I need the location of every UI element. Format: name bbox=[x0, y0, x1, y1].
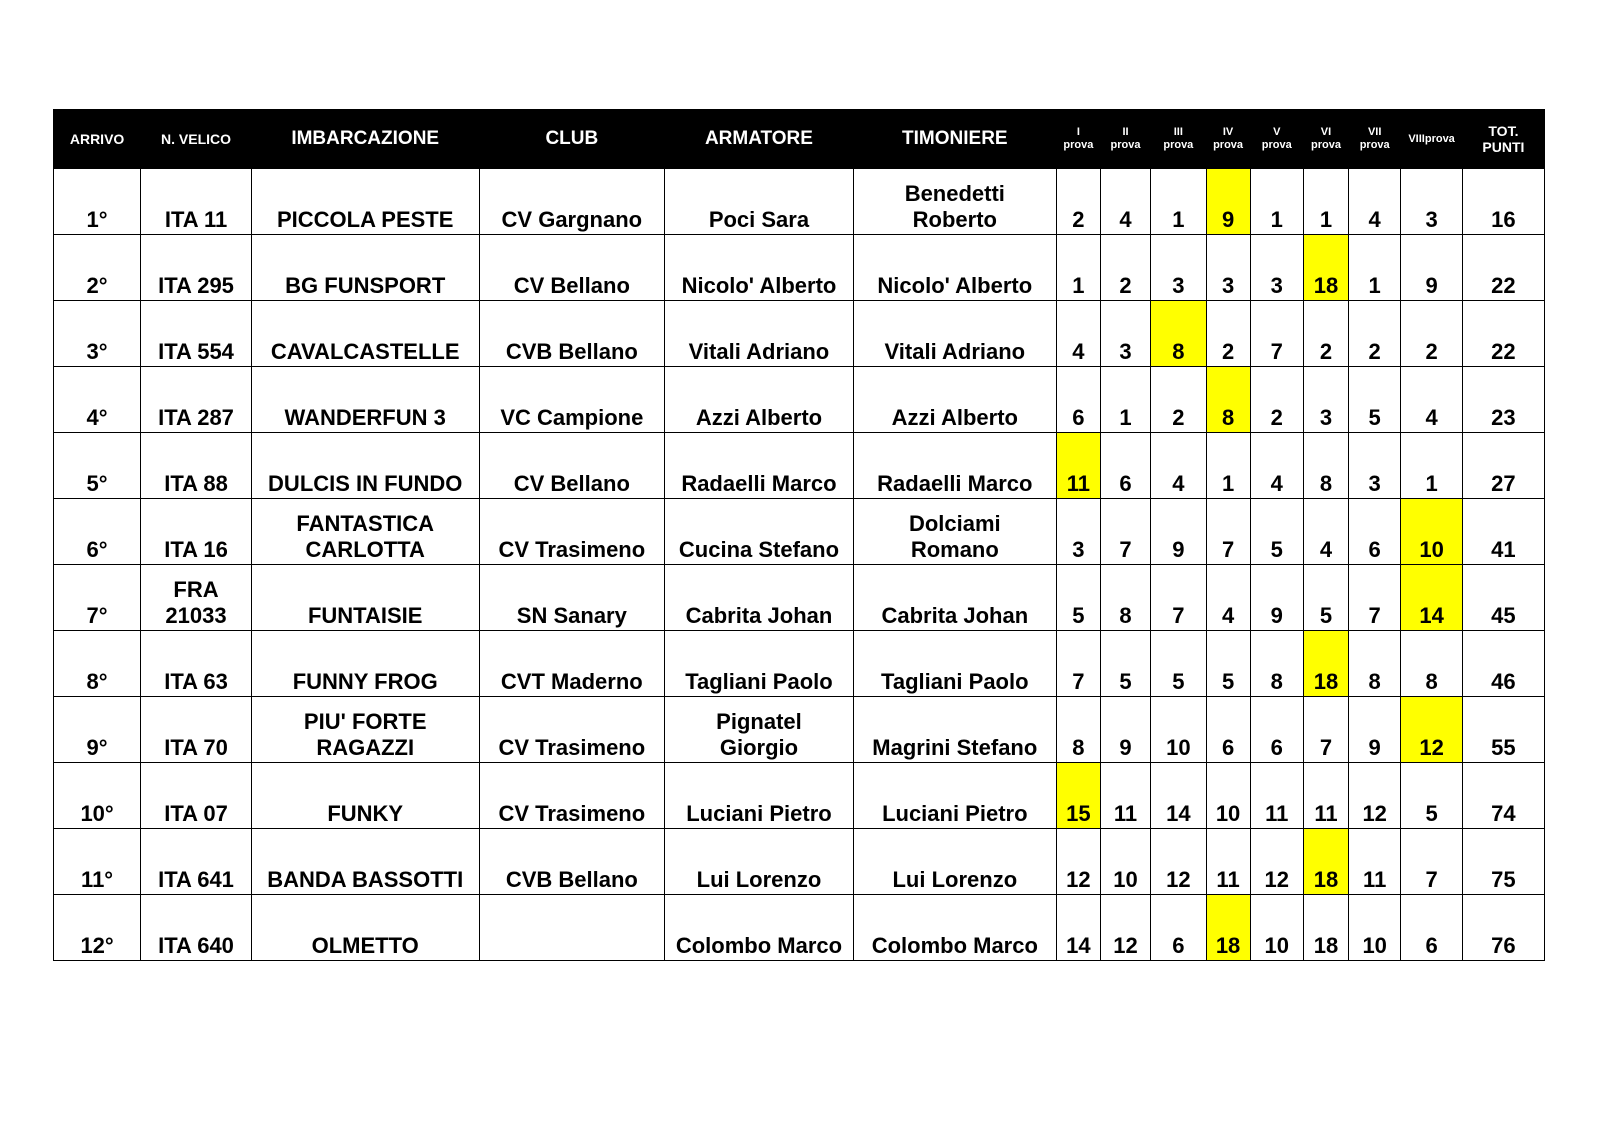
race-score-cell: 10 bbox=[1250, 895, 1303, 961]
arrivo-cell: 11° bbox=[54, 829, 141, 895]
cell-line: FANTASTICA bbox=[296, 511, 435, 536]
header-prova-label: IV bbox=[1222, 126, 1234, 139]
cell-line: Magrini Stefano bbox=[872, 735, 1038, 760]
header-tot-label: TOT. bbox=[1488, 122, 1519, 139]
arrivo-cell: 7° bbox=[54, 565, 141, 631]
discarded-score-cell: 14 bbox=[1401, 565, 1463, 631]
cell-line: ITA 88 bbox=[164, 471, 228, 496]
helmsman-cell bbox=[853, 499, 1056, 565]
helmsman-cell bbox=[853, 301, 1056, 367]
sail-number-cell bbox=[141, 235, 252, 301]
arrivo-cell: 6° bbox=[54, 499, 141, 565]
header-prova-label: prova bbox=[1359, 139, 1390, 151]
cell-line: ITA 63 bbox=[164, 669, 228, 694]
helmsman-cell bbox=[853, 169, 1056, 235]
header-tot-label: PUNTI bbox=[1482, 139, 1525, 155]
club-cell: CVT Maderno bbox=[479, 631, 665, 697]
discarded-score-cell: 18 bbox=[1303, 631, 1348, 697]
header-prova-label: prova bbox=[1261, 139, 1292, 151]
cell-line: Roberto bbox=[912, 207, 997, 232]
owner-cell bbox=[665, 499, 854, 565]
boat-name-cell bbox=[251, 235, 479, 301]
race-score-cell: 2 bbox=[1100, 235, 1150, 301]
helmsman-cell bbox=[853, 565, 1056, 631]
cell-line: Vitali Adriano bbox=[688, 339, 830, 364]
club-cell: CVB Bellano bbox=[479, 829, 665, 895]
cell-line: ITA 641 bbox=[158, 867, 234, 892]
race-score-cell: 3 bbox=[1100, 301, 1150, 367]
race-score-cell: 14 bbox=[1151, 763, 1206, 829]
header-row bbox=[54, 110, 1545, 169]
race-score-cell: 12 bbox=[1100, 895, 1150, 961]
cell-line: ITA 295 bbox=[158, 273, 234, 298]
race-score-cell: 8 bbox=[1349, 631, 1401, 697]
race-score-cell: 4 bbox=[1401, 367, 1463, 433]
sail-number-cell bbox=[141, 697, 252, 763]
race-score-cell: 8 bbox=[1250, 631, 1303, 697]
sail-number-cell bbox=[141, 829, 252, 895]
cell-line: FUNKY bbox=[327, 801, 404, 826]
owner-cell bbox=[665, 367, 854, 433]
owner-cell bbox=[665, 763, 854, 829]
table-body bbox=[54, 169, 1545, 961]
race-score-cell: 1 bbox=[1151, 169, 1206, 235]
race-score-cell: 11 bbox=[1349, 829, 1401, 895]
cell-line: Colombo Marco bbox=[871, 933, 1038, 958]
helmsman-cell bbox=[853, 895, 1056, 961]
race-score-cell: 5 bbox=[1250, 499, 1303, 565]
arrivo-cell: 4° bbox=[54, 367, 141, 433]
header-prova-3 bbox=[1151, 110, 1206, 169]
cell-line: PIU' FORTE bbox=[303, 709, 427, 734]
cell-line: ITA 07 bbox=[164, 801, 228, 826]
boat-name-cell bbox=[251, 499, 479, 565]
owner-cell bbox=[665, 433, 854, 499]
race-score-cell: 7 bbox=[1349, 565, 1401, 631]
owner-cell bbox=[665, 169, 854, 235]
cell-line: DULCIS IN FUNDO bbox=[268, 471, 463, 496]
race-score-cell: 4 bbox=[1349, 169, 1401, 235]
discarded-score-cell: 15 bbox=[1056, 763, 1100, 829]
race-score-cell: 4 bbox=[1151, 433, 1206, 499]
race-score-cell: 6 bbox=[1151, 895, 1206, 961]
table-row bbox=[54, 829, 1545, 895]
header-prova-8 bbox=[1401, 110, 1463, 169]
cell-line: Tagliani Paolo bbox=[881, 669, 1029, 694]
race-score-cell: 7 bbox=[1250, 301, 1303, 367]
total-points-cell: 46 bbox=[1462, 631, 1544, 697]
race-score-cell: 1 bbox=[1303, 169, 1348, 235]
header-prova-label: V bbox=[1273, 126, 1281, 139]
race-score-cell: 1 bbox=[1056, 235, 1100, 301]
total-points-cell: 22 bbox=[1462, 235, 1544, 301]
race-score-cell: 10 bbox=[1151, 697, 1206, 763]
race-score-cell: 2 bbox=[1303, 301, 1348, 367]
race-score-cell: 3 bbox=[1206, 235, 1250, 301]
race-score-cell: 8 bbox=[1303, 433, 1348, 499]
boat-name-cell bbox=[251, 169, 479, 235]
race-score-cell: 10 bbox=[1349, 895, 1401, 961]
cell-line: ITA 287 bbox=[158, 405, 234, 430]
race-score-cell: 6 bbox=[1056, 367, 1100, 433]
discarded-score-cell: 8 bbox=[1151, 301, 1206, 367]
table-row bbox=[54, 301, 1545, 367]
race-score-cell: 7 bbox=[1056, 631, 1100, 697]
total-points-cell: 22 bbox=[1462, 301, 1544, 367]
sail-number-cell bbox=[141, 631, 252, 697]
arrivo-cell: 5° bbox=[54, 433, 141, 499]
table-row bbox=[54, 631, 1545, 697]
cell-line: Dolciami bbox=[908, 511, 1001, 536]
boat-name-cell bbox=[251, 301, 479, 367]
race-score-cell: 2 bbox=[1056, 169, 1100, 235]
header-prova-label: VIIIprova bbox=[1408, 132, 1455, 145]
race-score-cell: 4 bbox=[1056, 301, 1100, 367]
header-tot-punti bbox=[1462, 110, 1544, 169]
race-score-cell: 4 bbox=[1206, 565, 1250, 631]
cell-line: Lui Lorenzo bbox=[892, 867, 1018, 892]
race-score-cell: 5 bbox=[1349, 367, 1401, 433]
owner-cell bbox=[665, 829, 854, 895]
race-score-cell: 8 bbox=[1056, 697, 1100, 763]
race-score-cell: 9 bbox=[1100, 697, 1150, 763]
total-points-cell: 27 bbox=[1462, 433, 1544, 499]
cell-line: OLMETTO bbox=[311, 933, 419, 958]
header-prova-label: prova bbox=[1213, 139, 1244, 151]
helmsman-cell bbox=[853, 235, 1056, 301]
race-score-cell: 12 bbox=[1151, 829, 1206, 895]
cell-line: FUNTAISIE bbox=[307, 603, 423, 628]
cell-line: WANDERFUN 3 bbox=[284, 405, 446, 430]
boat-name-cell bbox=[251, 697, 479, 763]
race-score-cell: 12 bbox=[1349, 763, 1401, 829]
arrivo-cell: 10° bbox=[54, 763, 141, 829]
header-arrivo: ARRIVO bbox=[54, 110, 141, 169]
club-cell bbox=[479, 895, 665, 961]
race-score-cell: 9 bbox=[1151, 499, 1206, 565]
table-row bbox=[54, 169, 1545, 235]
race-score-cell: 5 bbox=[1303, 565, 1348, 631]
sail-number-cell bbox=[141, 169, 252, 235]
race-score-cell: 4 bbox=[1250, 433, 1303, 499]
discarded-score-cell: 18 bbox=[1206, 895, 1250, 961]
discarded-score-cell: 12 bbox=[1401, 697, 1463, 763]
cell-line: Radaelli Marco bbox=[681, 471, 837, 496]
race-score-cell: 10 bbox=[1100, 829, 1150, 895]
race-score-cell: 14 bbox=[1056, 895, 1100, 961]
table-row bbox=[54, 235, 1545, 301]
club-cell: VC Campione bbox=[479, 367, 665, 433]
header-prova-7 bbox=[1349, 110, 1401, 169]
helmsman-cell bbox=[853, 763, 1056, 829]
total-points-cell: 75 bbox=[1462, 829, 1544, 895]
total-points-cell: 23 bbox=[1462, 367, 1544, 433]
cell-line: Romano bbox=[910, 537, 999, 562]
race-score-cell: 11 bbox=[1206, 829, 1250, 895]
boat-name-cell bbox=[251, 433, 479, 499]
header-timoniere: TIMONIERE bbox=[853, 110, 1056, 169]
race-score-cell: 1 bbox=[1250, 169, 1303, 235]
cell-line: Azzi Alberto bbox=[891, 405, 1018, 430]
header-n-velico: N. VELICO bbox=[141, 110, 252, 169]
helmsman-cell bbox=[853, 433, 1056, 499]
cell-line: Cabrita Johan bbox=[685, 603, 833, 628]
owner-cell bbox=[665, 895, 854, 961]
race-score-cell: 3 bbox=[1056, 499, 1100, 565]
cell-line: CARLOTTA bbox=[305, 537, 425, 562]
race-score-cell: 8 bbox=[1401, 631, 1463, 697]
sail-number-cell bbox=[141, 301, 252, 367]
club-cell: CV Bellano bbox=[479, 433, 665, 499]
club-cell: CV Trasimeno bbox=[479, 697, 665, 763]
race-score-cell: 7 bbox=[1151, 565, 1206, 631]
helmsman-cell bbox=[853, 631, 1056, 697]
cell-line: Radaelli Marco bbox=[877, 471, 1033, 496]
race-score-cell: 3 bbox=[1303, 367, 1348, 433]
table-row bbox=[54, 499, 1545, 565]
race-score-cell: 3 bbox=[1250, 235, 1303, 301]
boat-name-cell bbox=[251, 829, 479, 895]
cell-line: ITA 640 bbox=[158, 933, 234, 958]
discarded-score-cell: 10 bbox=[1401, 499, 1463, 565]
race-score-cell: 6 bbox=[1100, 433, 1150, 499]
race-score-cell: 3 bbox=[1349, 433, 1401, 499]
arrivo-cell: 2° bbox=[54, 235, 141, 301]
header-prova-label: III bbox=[1173, 126, 1183, 139]
total-points-cell: 76 bbox=[1462, 895, 1544, 961]
boat-name-cell bbox=[251, 895, 479, 961]
owner-cell bbox=[665, 301, 854, 367]
sail-number-cell bbox=[141, 433, 252, 499]
cell-line: Giorgio bbox=[719, 735, 799, 760]
header-prova-label: I bbox=[1076, 126, 1080, 139]
header-prova-6 bbox=[1303, 110, 1348, 169]
owner-cell bbox=[665, 565, 854, 631]
race-score-cell: 5 bbox=[1206, 631, 1250, 697]
arrivo-cell: 9° bbox=[54, 697, 141, 763]
header-prova-label: prova bbox=[1063, 139, 1094, 151]
header-prova-2 bbox=[1100, 110, 1150, 169]
race-score-cell: 6 bbox=[1349, 499, 1401, 565]
discarded-score-cell: 9 bbox=[1206, 169, 1250, 235]
cell-line: FRA bbox=[173, 577, 219, 602]
sail-number-cell bbox=[141, 895, 252, 961]
race-score-cell: 18 bbox=[1303, 895, 1348, 961]
arrivo-cell: 8° bbox=[54, 631, 141, 697]
sail-number-cell bbox=[141, 565, 252, 631]
cell-line: BG FUNSPORT bbox=[285, 273, 446, 298]
header-club: CLUB bbox=[479, 110, 665, 169]
table-row bbox=[54, 367, 1545, 433]
cell-line: Cucina Stefano bbox=[678, 537, 840, 562]
header-prova-label: VII bbox=[1367, 126, 1382, 139]
boat-name-cell bbox=[251, 763, 479, 829]
race-score-cell: 2 bbox=[1401, 301, 1463, 367]
cell-line: ITA 554 bbox=[158, 339, 234, 364]
owner-cell bbox=[665, 235, 854, 301]
cell-line: Lui Lorenzo bbox=[696, 867, 822, 892]
owner-cell bbox=[665, 697, 854, 763]
club-cell: CV Bellano bbox=[479, 235, 665, 301]
sail-number-cell bbox=[141, 367, 252, 433]
table-row bbox=[54, 763, 1545, 829]
race-score-cell: 9 bbox=[1401, 235, 1463, 301]
cell-line: BANDA BASSOTTI bbox=[267, 867, 464, 892]
cell-line: Benedetti bbox=[904, 181, 1005, 206]
total-points-cell: 74 bbox=[1462, 763, 1544, 829]
race-score-cell: 3 bbox=[1151, 235, 1206, 301]
table-row bbox=[54, 895, 1545, 961]
sail-number-cell bbox=[141, 763, 252, 829]
cell-line: PICCOLA PESTE bbox=[276, 207, 454, 232]
helmsman-cell bbox=[853, 367, 1056, 433]
cell-line: 21033 bbox=[165, 603, 227, 628]
arrivo-cell: 3° bbox=[54, 301, 141, 367]
race-score-cell: 12 bbox=[1056, 829, 1100, 895]
helmsman-cell bbox=[853, 829, 1056, 895]
header-prova-1 bbox=[1056, 110, 1100, 169]
discarded-score-cell: 11 bbox=[1056, 433, 1100, 499]
race-score-cell: 7 bbox=[1100, 499, 1150, 565]
race-score-cell: 1 bbox=[1206, 433, 1250, 499]
header-prova-label: II bbox=[1122, 126, 1129, 139]
race-score-cell: 1 bbox=[1349, 235, 1401, 301]
race-score-cell: 7 bbox=[1303, 697, 1348, 763]
cell-line: Cabrita Johan bbox=[881, 603, 1029, 628]
race-score-cell: 11 bbox=[1100, 763, 1150, 829]
header-prova-4 bbox=[1206, 110, 1250, 169]
arrivo-cell: 12° bbox=[54, 895, 141, 961]
header-prova-label: VI bbox=[1320, 126, 1332, 139]
cell-line: ITA 11 bbox=[164, 207, 228, 232]
discarded-score-cell: 18 bbox=[1303, 829, 1348, 895]
cell-line: FUNNY FROG bbox=[292, 669, 438, 694]
race-score-cell: 10 bbox=[1206, 763, 1250, 829]
cell-line: Nicolo' Alberto bbox=[877, 273, 1033, 298]
race-score-cell: 7 bbox=[1206, 499, 1250, 565]
owner-cell bbox=[665, 631, 854, 697]
table-row bbox=[54, 565, 1545, 631]
table-header bbox=[54, 110, 1545, 169]
race-score-cell: 2 bbox=[1349, 301, 1401, 367]
boat-name-cell bbox=[251, 631, 479, 697]
boat-name-cell bbox=[251, 565, 479, 631]
club-cell: CV Gargnano bbox=[479, 169, 665, 235]
cell-line: CAVALCASTELLE bbox=[270, 339, 460, 364]
race-score-cell: 9 bbox=[1349, 697, 1401, 763]
total-points-cell: 41 bbox=[1462, 499, 1544, 565]
cell-line: Nicolo' Alberto bbox=[681, 273, 837, 298]
helmsman-cell bbox=[853, 697, 1056, 763]
table-row bbox=[54, 697, 1545, 763]
club-cell: SN Sanary bbox=[479, 565, 665, 631]
race-score-cell: 6 bbox=[1401, 895, 1463, 961]
race-score-cell: 2 bbox=[1206, 301, 1250, 367]
cell-line: Vitali Adriano bbox=[884, 339, 1026, 364]
race-score-cell: 2 bbox=[1151, 367, 1206, 433]
race-score-cell: 5 bbox=[1151, 631, 1206, 697]
cell-line: Colombo Marco bbox=[675, 933, 843, 958]
header-armatore: ARMATORE bbox=[665, 110, 854, 169]
header-prova-5 bbox=[1250, 110, 1303, 169]
cell-line: ITA 70 bbox=[164, 735, 228, 760]
race-score-cell: 11 bbox=[1250, 763, 1303, 829]
total-points-cell: 55 bbox=[1462, 697, 1544, 763]
race-score-cell: 5 bbox=[1056, 565, 1100, 631]
total-points-cell: 45 bbox=[1462, 565, 1544, 631]
header-prova-label: prova bbox=[1163, 139, 1194, 151]
race-score-cell: 12 bbox=[1250, 829, 1303, 895]
race-score-cell: 5 bbox=[1100, 631, 1150, 697]
cell-line: RAGAZZI bbox=[316, 735, 415, 760]
cell-line: Tagliani Paolo bbox=[685, 669, 833, 694]
header-imbarcazione: IMBARCAZIONE bbox=[251, 110, 479, 169]
discarded-score-cell: 8 bbox=[1206, 367, 1250, 433]
cell-line: Pignatel bbox=[716, 709, 802, 734]
results-table bbox=[53, 109, 1545, 961]
header-prova-label: prova bbox=[1110, 139, 1141, 151]
race-score-cell: 7 bbox=[1401, 829, 1463, 895]
discarded-score-cell: 18 bbox=[1303, 235, 1348, 301]
arrivo-cell: 1° bbox=[54, 169, 141, 235]
cell-line: ITA 16 bbox=[164, 537, 228, 562]
race-score-cell: 2 bbox=[1250, 367, 1303, 433]
cell-line: Poci Sara bbox=[708, 207, 810, 232]
race-score-cell: 11 bbox=[1303, 763, 1348, 829]
race-score-cell: 4 bbox=[1100, 169, 1150, 235]
race-score-cell: 1 bbox=[1401, 433, 1463, 499]
race-score-cell: 4 bbox=[1303, 499, 1348, 565]
header-prova-label: prova bbox=[1310, 139, 1341, 151]
race-score-cell: 6 bbox=[1206, 697, 1250, 763]
boat-name-cell bbox=[251, 367, 479, 433]
cell-line: Luciani Pietro bbox=[686, 801, 832, 826]
race-score-cell: 5 bbox=[1401, 763, 1463, 829]
club-cell: CVB Bellano bbox=[479, 301, 665, 367]
table-row bbox=[54, 433, 1545, 499]
club-cell: CV Trasimeno bbox=[479, 499, 665, 565]
race-score-cell: 1 bbox=[1100, 367, 1150, 433]
race-score-cell: 9 bbox=[1250, 565, 1303, 631]
cell-line: Azzi Alberto bbox=[695, 405, 823, 430]
club-cell: CV Trasimeno bbox=[479, 763, 665, 829]
race-score-cell: 6 bbox=[1250, 697, 1303, 763]
race-score-cell: 8 bbox=[1100, 565, 1150, 631]
race-score-cell: 3 bbox=[1401, 169, 1463, 235]
total-points-cell: 16 bbox=[1462, 169, 1544, 235]
sail-number-cell bbox=[141, 499, 252, 565]
cell-line: Luciani Pietro bbox=[882, 801, 1028, 826]
